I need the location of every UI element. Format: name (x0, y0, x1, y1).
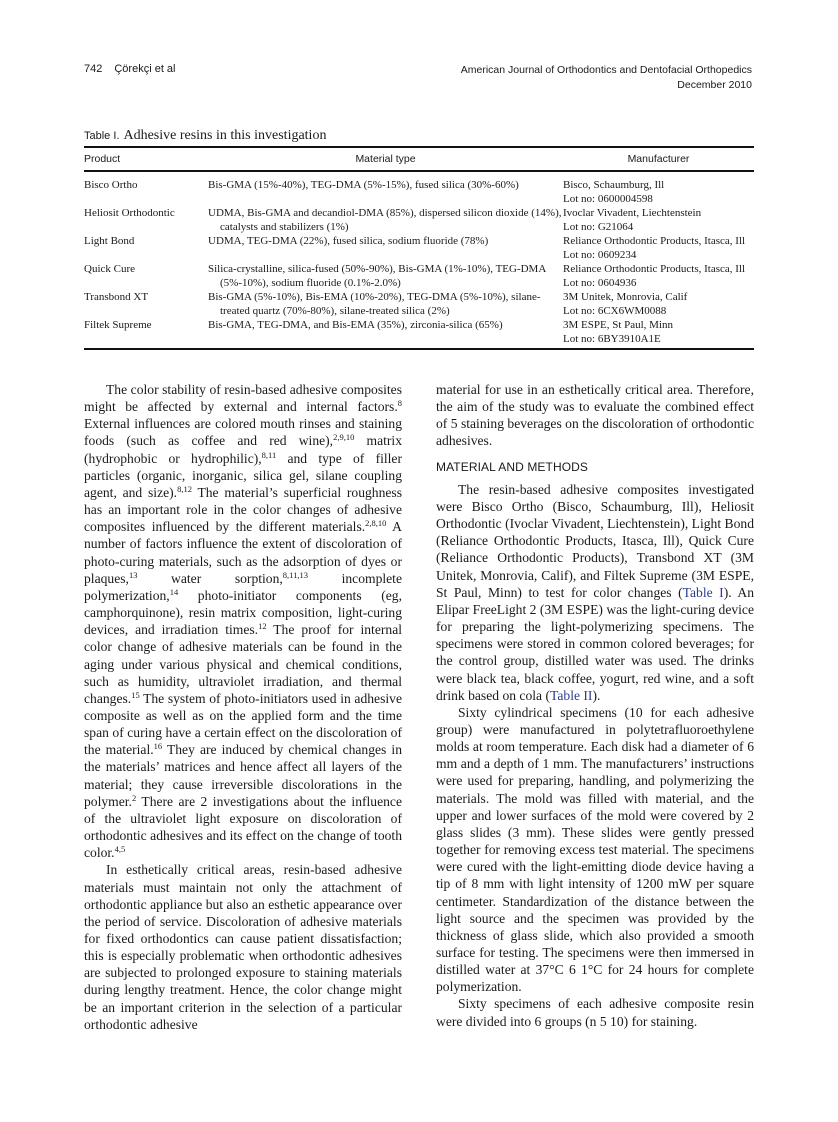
manufacturer-cell: Bisco, Schaumburg, Ill (563, 179, 665, 191)
citation-superscript[interactable]: 15 (131, 689, 140, 700)
text-run: and type of filler particles (organic, inorganic, silica gel, silane coupling agent, and size). (84, 450, 402, 500)
citation-superscript[interactable]: 2 (131, 792, 137, 803)
text-run: The resin-based adhesive composites investigated were Bisco Ortho (Bisco, Schaumburg, Ill), Heliosit Orthodontic (Ivoclar Vivadent, Liechtenstein), Light Bond (Reliance Orthodontic Products, Itasca, Ill), Quick Cure (Reliance Orthodontic Products), Transbond XT (3M Unitek, Monrovia, Calif), and Filtek Supreme (3M ESPE, St Paul, Minn) to test for color changes ( (436, 481, 754, 600)
text-run: The color stability of resin-based adhesive composites might be affected by external and internal factors. (84, 382, 402, 415)
lot-number: Lot no: 0609234 (563, 249, 637, 261)
body-column-left (84, 381, 402, 1033)
citation-superscript[interactable]: 8,12 (177, 483, 192, 494)
citation-superscript[interactable]: 2,8,10 (365, 518, 387, 529)
paragraph (84, 381, 402, 861)
product-cell: Quick Cure (84, 263, 136, 275)
text-run: The proof for internal color change of adhesive materials can be found in the aging under various physical and chemical conditions, such as humidity, ultraviolet irradiation, and thermal changes. (84, 622, 403, 706)
issue-date: December 2010 (677, 79, 752, 91)
table-caption: Adhesive resins in this investigation (123, 128, 327, 143)
table-header-row (84, 147, 754, 171)
adhesive-resins-table (84, 146, 754, 350)
product-cell: Transbond XT (84, 291, 149, 303)
column-header-manufacturer: Manufacturer (563, 147, 754, 171)
product-cell: Heliosit Orthodontic (84, 207, 175, 219)
citation-superscript[interactable]: 12 (258, 621, 267, 632)
paragraph (436, 481, 754, 704)
text-run: Sixty cylindrical specimens (10 for each adhesive group) were manufactured in polytetrafluoroethylene molds at room temperature. Each disk had a diameter of 6 mm and a depth of 1 mm. The manufacturers’ instructions were used for preparing, handling, and polymerizing the materials. The mold was filled with material, and the upper and lower surfaces of the mold were covered by 2 glass slides (3 mm). These slides were gently pressed together for removing excess test material. The specimens were cured with the light-emitting diode device having a tip of 8 mm with light intensity of 1200 mW per square centimeter. Standardization of the distance between the light source and the specimen was provided by the thickness of glass slide, which also provided a smooth surface for testing. The specimens were then immersed in distilled water at 37°C 6 1°C for 24 hours for complete polymerization. (436, 704, 754, 995)
material-cell: Bis-GMA (5%-10%), Bis-EMA (10%-20%), TEG-DMA (5%-10%), silane-treated quartz (70%-80%), silane-treated silica (2%) (208, 291, 541, 317)
product-cell: Light Bond (84, 235, 135, 247)
lot-number: Lot no: 0600004598 (563, 193, 653, 205)
table-row (84, 262, 754, 290)
column-header-product: Product (84, 147, 208, 171)
running-header-right (461, 63, 752, 93)
paragraph (436, 704, 754, 996)
material-cell: UDMA, TEG-DMA (22%), fused silica, sodium fluoride (78%) (208, 235, 489, 247)
citation-superscript[interactable]: 16 (153, 741, 163, 752)
table-row (84, 234, 754, 262)
material-cell: UDMA, Bis-GMA and decandiol-DMA (85%), dispersed silicon dioxide (14%), catalysts and stabilizers (1%) (208, 207, 562, 233)
section-heading: MATERIAL AND METHODS (436, 459, 589, 474)
paragraph (84, 861, 402, 1033)
lot-number: Lot no: 6CX6WM0088 (563, 305, 667, 317)
text-run: The material’s superficial roughness has an important role in the color changes of adhesive composites influenced by the different materials. (84, 484, 402, 535)
lot-number: Lot no: 0604936 (563, 277, 637, 289)
citation-superscript[interactable]: 13 (128, 569, 138, 580)
manufacturer-cell: Ivoclar Vivadent, Liechtenstein (563, 207, 702, 219)
material-cell: Silica-crystalline, silica-fused (50%-90%), Bis-GMA (1%-10%), TEG-DMA (5%-10%), sodium fluoride (0.1%-2.0%) (208, 263, 546, 289)
text-run: The system of photo-initiators used in adhesive composite as well as on the applied form and the time span of curing have a certain effect on the discoloration of the material. (84, 690, 402, 758)
citation-superscript[interactable]: 14 (169, 586, 179, 597)
running-header-left (84, 63, 188, 75)
citation-superscript[interactable]: 8 (397, 398, 402, 409)
citation-superscript[interactable]: 4,5 (114, 844, 126, 855)
body-column-right (436, 381, 754, 1030)
table-reference-link[interactable]: Table I (682, 584, 724, 600)
text-run: photo-initiator components (eg, camphorquinone), resin matrix composition, light-curing devices, and irradiation times. (84, 587, 402, 638)
table-title (84, 126, 326, 144)
text-run: In esthetically critical areas, resin-based adhesive materials must maintain not only the attachment of orthodontic appliance but also an esthetic appearance over the period of service. Discoloration of adhesive materials for fixed orthodontics can cause patient dissatisfaction; this is especially problematic when orthodontic adhesives are subjected to prolonged exposure to staining materials during lengthy treatment. Hence, the color change might be an important criterion in the selection of a particular orthodontic adhesive (84, 862, 402, 1032)
journal-name: American Journal of Orthodontics and Dentofacial Orthopedics (460, 64, 752, 76)
table-row (84, 318, 754, 349)
citation-superscript[interactable]: 2,9,10 (333, 432, 355, 443)
citation-superscript[interactable]: 8,11 (261, 449, 277, 460)
table-label: Table I. (84, 130, 120, 142)
product-cell: Bisco Ortho (84, 179, 138, 191)
manufacturer-cell: 3M Unitek, Monrovia, Calif (563, 291, 688, 303)
table-row (84, 206, 754, 234)
citation-superscript[interactable]: 8,11,13 (282, 569, 308, 580)
lot-number: Lot no: G21064 (563, 221, 634, 233)
text-run: External influences are colored mouth rinses and staining foods (such as coffee and red wine), (84, 416, 402, 449)
manufacturer-cell: Reliance Orthodontic Products, Itasca, Ill (563, 263, 746, 275)
paragraph (436, 381, 754, 450)
text-run: Sixty specimens of each adhesive composite resin were divided into 6 groups (n 5 10) for staining. (436, 996, 754, 1029)
text-run: There are 2 investigations about the influence of the ultraviolet light exposure on discoloration of orthodontic adhesives and its effect on the change of tooth color. (84, 793, 402, 861)
text-run: incomplete polymerization, (84, 570, 402, 603)
manufacturer-cell: Reliance Orthodontic Products, Itasca, Ill (563, 235, 746, 247)
text-run: matrix (hydrophobic or hydrophilic), (84, 433, 403, 466)
page-number: 742 (84, 63, 103, 75)
lot-number: Lot no: 6BY3910A1E (563, 333, 661, 345)
column-header-material: Material type (208, 147, 563, 171)
material-cell: Bis-GMA (15%-40%), TEG-DMA (5%-15%), fused silica (30%-60%) (208, 179, 519, 191)
paragraph (436, 995, 754, 1029)
product-cell: Filtek Supreme (84, 318, 208, 349)
table-row (84, 290, 754, 318)
authors: Çörekçi et al (114, 63, 176, 75)
text-run: ). (592, 687, 601, 703)
text-run: They are induced by chemical changes in the materials’ matrices and hence affect all layers of the material; they cause irreversible discolorations in the polymer. (84, 742, 403, 809)
text-run: ). An Elipar FreeLight 2 (3M ESPE) was the light-curing device for preparing the light-polymerizing specimens. The specimens were stored in common colored beverages; for the control group, distilled water was used. The drinks were black tea, black coffee, yogurt, red wine, and a soft drink based on cola ( (436, 584, 755, 703)
text-run: A number of factors influence the extent of discoloration of photo-curing materials, such as the adsorption of dyes or plaques, (84, 519, 403, 586)
table-reference-link[interactable]: Table II (550, 687, 593, 703)
manufacturer-cell: 3M ESPE, St Paul, Minn (563, 319, 674, 331)
text-run: water sorption, (137, 570, 283, 586)
table-row (84, 171, 754, 206)
material-cell: Bis-GMA, TEG-DMA, and Bis-EMA (35%), zirconia-silica (65%) (208, 319, 503, 331)
text-run: material for use in an esthetically critical area. Therefore, the aim of the study was to evaluate the combined effect of 5 staining beverages on the discoloration of orthodontic adhesives. (436, 382, 754, 449)
